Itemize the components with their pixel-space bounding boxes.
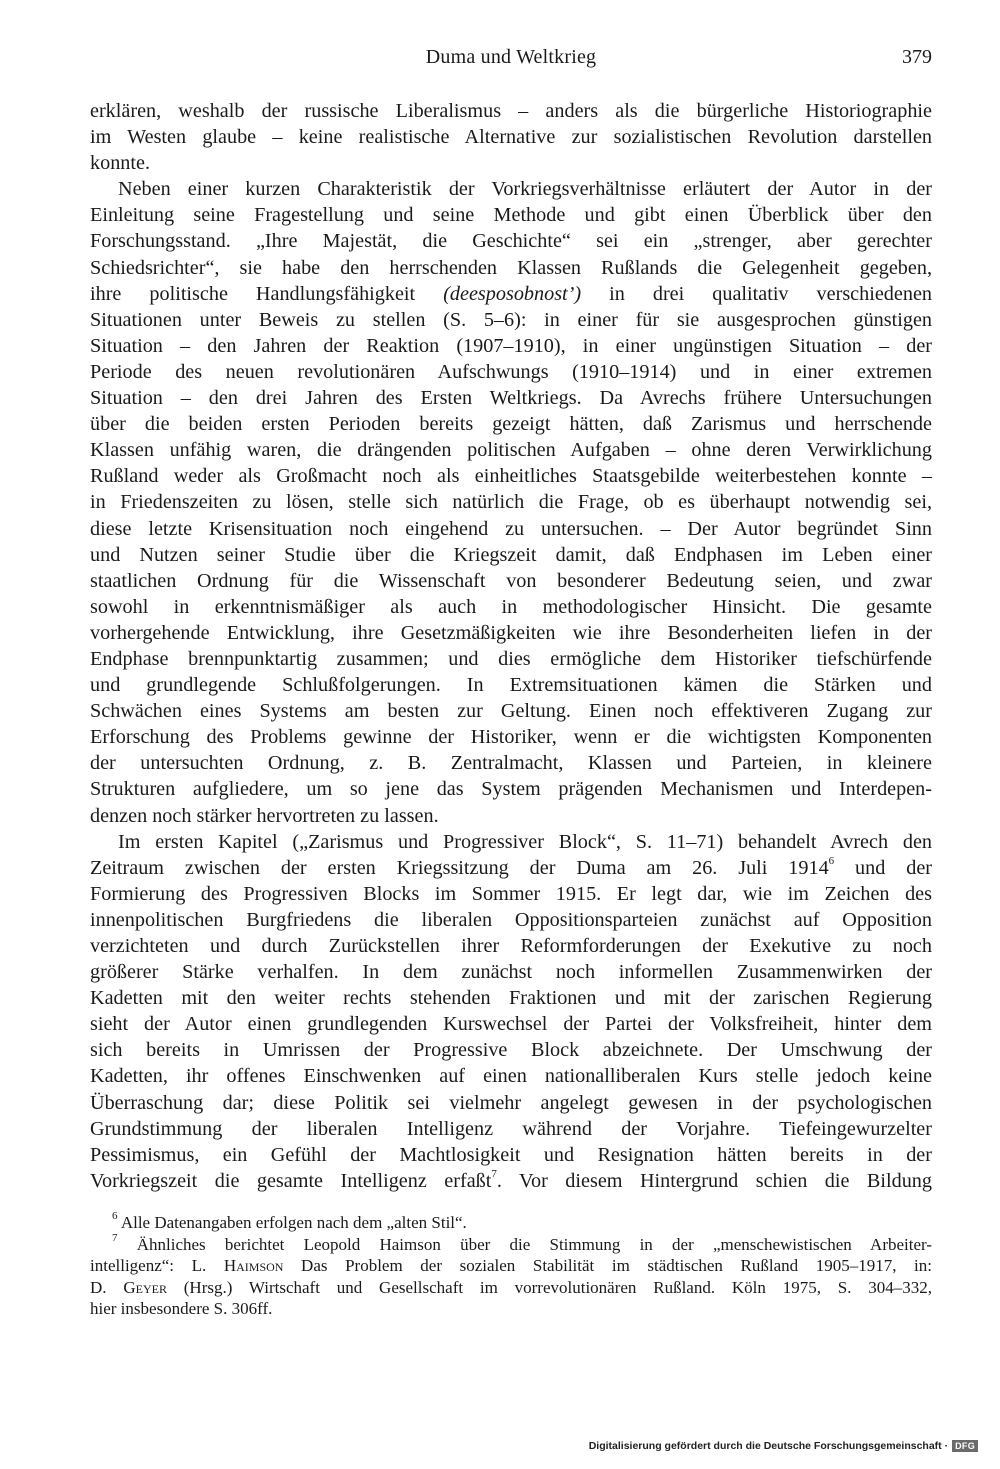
text-line: Pessimismus, ein Gefühl der Machtlosigkeit und Resignation hätten bereits in der [90, 1143, 932, 1166]
footnote-text: Ähnliches berichtet Leopold Haimson über die Stimmung in der „menschewistischen Arbeiter- [136, 1234, 933, 1254]
text-line [90, 281, 932, 307]
page-number: 379 [902, 46, 932, 68]
text-line: Einleitung seine Fragestellung und seine Methode und gibt einen Überblick über den [90, 204, 932, 227]
credit-text: Digitalisierung gefördert durch die Deutsche Forschungsgemeinschaft · [588, 1440, 949, 1452]
footnote-text: intelligenz“: L. [90, 1256, 224, 1275]
footnote-marker: 7 [491, 1168, 497, 1181]
running-title: Duma und Weltkrieg [425, 46, 597, 68]
text-line [90, 855, 932, 881]
text-line: Formierung des Progressiven Blocks im Sommer 1915. Er legt dar, wie im Zeichen des [90, 882, 932, 905]
text-line: sowohl in erkenntnismäßiger als auch in methodologischer Hinsicht. Die gesamte [90, 595, 932, 618]
text-line: Grundstimmung der liberalen Intelligenz während der Vorjahre. Tiefeingewurzelter [90, 1117, 932, 1140]
text-line: innenpolitischen Burgfriedens die liberalen Oppositionsparteien zunächst auf Opposition [90, 908, 932, 931]
footnote-number: 7 [112, 1231, 118, 1244]
text-line: Periode des neuen revolutionären Aufschwungs (1910–1914) und in einer extremen [90, 360, 932, 383]
text-line: im Westen glaube – keine realistische Alternative zur sozialistischen Revolution darstellen [90, 126, 932, 149]
text-line: konnte. [90, 152, 150, 175]
text-line: Überraschung dar; diese Politik sei vielmehr angelegt gewesen in der psychologischen [90, 1091, 932, 1114]
page-header [90, 46, 932, 76]
text-line: Situation – den Jahren der Reaktion (1907–1910), in einer ungünstigen Situation – der [90, 334, 932, 357]
text-line: und Nutzen seiner Studie über die Kriegszeit damit, daß Endphasen im Leben einer [90, 543, 932, 566]
footnote-number: 6 [112, 1210, 118, 1223]
footnote-line [90, 1277, 932, 1299]
text-line: Schwächen eines Systems am besten zur Geltung. Einen noch effektiveren Zugang zur [90, 700, 932, 723]
dfg-logo: DFG [952, 1440, 978, 1452]
text-segment: ihre politische Handlungsfähigkeit [90, 282, 444, 305]
text-line: diese letzte Krisensituation noch eingehend zu untersuchen. – Der Autor begründet Sinn [90, 517, 932, 540]
footnotes [90, 1212, 932, 1320]
footnote-text: Alle Datenangaben erfolgen nach dem „alten Stil“. [120, 1213, 467, 1232]
text-line: Schiedsrichter“, sie habe den herrschenden Klassen Rußlands die Gelegenheit gegeben, [90, 256, 932, 279]
text-line: in Friedenszeiten zu lösen, stelle sich natürlich die Frage, ob es überhaupt notwendig sei, [90, 491, 932, 514]
author-name: Haimson [223, 1256, 284, 1275]
text-line: Situation – den drei Jahren des Ersten Weltkriegs. Da Avrechs frühere Untersuchungen [90, 387, 932, 410]
text-line: Kadetten mit den weiter rechts stehenden Fraktionen und mit der zarischen Regierung [90, 987, 932, 1010]
author-name: Geyer [123, 1277, 167, 1297]
text-line: verzichteten und durch Zurückstellen ihrer Reformforderungen der Exekutive zu noch [90, 935, 932, 957]
text-line: Forschungsstand. „Ihre Majestät, die Geschichte“ sei ein „strenger, aber gerechter [90, 230, 932, 253]
text-line: über die beiden ersten Perioden bereits gezeigt hätten, daß Zarismus und herrschende [90, 413, 932, 436]
text-line: sich bereits in Umrissen der Progressive Block abzeichnete. Der Umschwung der [90, 1039, 932, 1062]
text-segment: in drei qualitativ verschiedenen [581, 282, 932, 305]
text-line: staatlichen Ordnung für die Wissenschaft von besonderer Bedeutung seien, und zwar [90, 569, 932, 592]
text-line: vorhergehende Entwicklung, ihre Gesetzmäßigkeiten wie ihre Besonderheiten liefen in der [90, 621, 932, 644]
text-segment: Vorkriegszeit die gesamte Intelligenz erfaßt [90, 1169, 492, 1192]
text-line: Situationen unter Beweis zu stellen (S. 5–6): in einer für sie ausgesprochen günstigen [90, 308, 932, 331]
text-segment: und der [834, 856, 933, 879]
text-line [90, 1168, 932, 1194]
body-text [90, 98, 932, 1194]
text-line: der untersuchten Ordnung, z. B. Zentralmacht, Klassen und Parteien, in kleinere [90, 752, 932, 775]
text-line: Neben einer kurzen Charakteristik der Vorkriegsverhältnisse erläutert der Autor in der [118, 178, 932, 201]
text-line: Klassen unfähig waren, die drängenden politischen Aufgaben – ohne deren Verwirklichung [90, 439, 932, 462]
text-line: Strukturen aufgliedere, um so jene das System prägenden Mechanismen und Interdepen- [90, 778, 932, 801]
text-line: sieht der Autor einen grundlegenden Kurswechsel der Partei der Volksfreiheit, hinter dem [90, 1013, 932, 1036]
footnote-line: hier insbesondere S. 306ff. [90, 1299, 273, 1318]
italic-term: (deesposobnost’) [443, 282, 582, 305]
footnote-6 [90, 1212, 932, 1234]
text-line: größerer Stärke verhalfen. In dem zunächst noch informellen Zusammenwirken der [90, 961, 932, 984]
footnote-text: Das Problem der sozialen Stabilität im städtischen Rußland 1905–1917, in: [283, 1256, 933, 1275]
text-line: Im ersten Kapitel („Zarismus und Progressiver Block“, S. 11–71) behandelt Avrech den [118, 830, 932, 853]
text-line: und grundlegende Schlußfolgerungen. In Extremsituationen kämen die Stärken und [90, 674, 932, 697]
text-line: Rußland weder als Großmacht noch als einheitliches Staatsgebilde weiterbestehen konnte – [90, 465, 932, 488]
footnote-text: (Hrsg.) Wirtschaft und Gesellschaft im vorrevolutionären Rußland. Köln 1975, S. 304–332, [166, 1277, 933, 1297]
text-line: Kadetten, ihr offenes Einschwenken auf einen nationalliberalen Kurs stelle jedoch keine [90, 1065, 932, 1088]
text-line: erklären, weshalb der russische Liberalismus – anders als die bürgerliche Historiographie [90, 100, 932, 122]
text-line: Erforschung des Problems gewinne der Historiker, wenn er die wichtigsten Komponenten [90, 726, 932, 749]
text-segment: . Vor diesem Hintergrund schien die Bildung [496, 1169, 932, 1192]
text-segment: Zeitraum zwischen der ersten Kriegssitzung der Duma am 26. Juli 1914 [90, 856, 829, 879]
footnote-marker: 6 [828, 854, 835, 867]
footnote-text: D. [90, 1277, 124, 1297]
text-line: denzen noch stärker hervortreten zu lassen. [90, 804, 439, 827]
text-line: Endphase brennpunktartig zusammen; und dies ermögliche dem Historiker tiefschürfende [90, 647, 932, 670]
footnote-7 [90, 1231, 933, 1256]
footnote-line [90, 1255, 932, 1277]
digitization-credit [589, 1440, 978, 1452]
